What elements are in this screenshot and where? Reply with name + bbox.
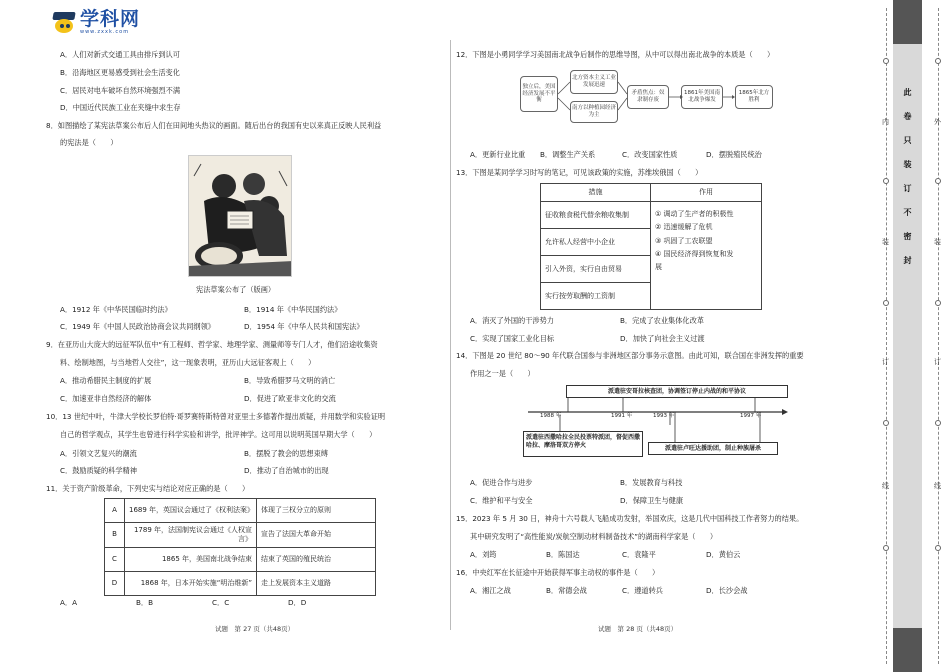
q14-stem-line1: 14．下图是 20 世纪 80～90 年代联合国参与非洲地区部分事务示意图。由此可知，联合国在非洲发挥的重要	[456, 351, 804, 360]
q7-option-b: B．沿海地区更易感受到社会生活变化	[60, 68, 180, 77]
table-header: 措施	[541, 184, 651, 202]
q16-option-a: A．湘江之战	[470, 586, 511, 595]
notice-char: 封	[903, 256, 912, 265]
q8-option-d: D．1954 年《中华人民共和国宪法》	[244, 322, 364, 331]
q13-effects-cell	[651, 202, 762, 310]
mind-map-node: 北方资本主义工业发展迅速	[570, 70, 618, 94]
notice-char: 密	[903, 232, 912, 241]
table-cell: 允许私人经营中小企业	[541, 229, 651, 256]
table-cell: 1689 年，英国议会通过了《权利法案》	[125, 499, 257, 523]
q13-option-b: B．完成了农业集体化改革	[620, 316, 704, 325]
q15-option-d: D．黄伯云	[706, 550, 741, 559]
q13-option-d: D．加快了向社会主义过渡	[620, 334, 705, 343]
q14-option-d: D．保障卫生与健康	[620, 496, 684, 505]
q15-option-c: C．袁隆平	[622, 550, 656, 559]
q11-option-d: D．D	[288, 598, 307, 607]
mind-map-arrows	[556, 70, 736, 125]
q8-stem-line2: 的宪法是（ ）	[60, 138, 118, 147]
q8-option-c: C．1949 年《中国人民政治协商会议共同纲领》	[60, 322, 215, 331]
binding-hole	[883, 545, 889, 551]
q15-option-a: A．刘筠	[470, 550, 497, 559]
q16-option-b: B．常德会战	[546, 586, 587, 595]
q14-option-c: C．维护和平与安全	[470, 496, 533, 505]
effect-item: ① 调动了生产者的积极性	[655, 210, 734, 218]
table-cell: 1789 年，法国制宪议会通过《人权宣言》	[125, 523, 257, 548]
mind-map-node: 矛盾焦点：奴隶制存废	[627, 85, 669, 109]
q14-option-b: B．发展教育与科技	[620, 478, 683, 487]
q16-stem: 16．中央红军在长征途中开始获得军事主动权的事件是（ ）	[456, 568, 660, 577]
inner-label: 装	[882, 238, 889, 246]
binding-hole	[935, 58, 941, 64]
q8-caption: 宪法草案公布了（版画）	[196, 285, 276, 294]
page-footer-left: 试题 第 27 页（共48页）	[215, 625, 295, 633]
binding-hole	[935, 420, 941, 426]
notice-char: 只	[903, 136, 912, 145]
binding-hole	[935, 300, 941, 306]
binding-hole	[883, 300, 889, 306]
q14-option-a: A．促进合作与进步	[470, 478, 533, 487]
binding-hole	[883, 178, 889, 184]
table-cell: 征收粮食税代替余粮收集制	[541, 202, 651, 229]
table-cell: A	[105, 499, 125, 523]
q15-stem-line2: 其中研究发明了“高性能炭/炭航空制动材料制备技术”的湖南科学家是（ ）	[470, 532, 718, 541]
q11-option-a: A．A	[60, 598, 78, 607]
q13-option-a: A．消灭了外国的干涉势力	[470, 316, 554, 325]
q8-option-b: B．1914 年《中华民国约法》	[244, 305, 342, 314]
q9-option-a: A．推动希腊民主制度的扩展	[60, 376, 152, 385]
notice-char: 订	[903, 184, 912, 193]
q13-option-c: C．实现了国家工业化目标	[470, 334, 555, 343]
effect-item: 展	[655, 263, 662, 272]
table-row	[105, 547, 376, 571]
timeline-box-bottom: 派遣驻卢旺达援助团，制止种族屠杀	[648, 442, 778, 455]
table-row	[105, 499, 376, 523]
timeline-year: 1997 年	[740, 413, 762, 419]
q16-option-d: D．长沙会战	[706, 586, 748, 595]
q12-stem: 12．下图是小勇同学学习美国南北战争后制作的思维导图，从中可以得出南北战争的本质是（ ）	[456, 50, 775, 59]
notice-char: 装	[903, 160, 912, 169]
q7-option-c: C．居民对电车破坏自然环境强烈不满	[60, 86, 181, 95]
notice-char: 不	[903, 208, 912, 217]
mind-map-node: 南方以种植园经济为主	[570, 101, 618, 123]
q7-option-a: A．人们对新式交通工具由排斥到认可	[60, 50, 180, 59]
q16-option-c: C．遵道转兵	[622, 586, 663, 595]
binding-hole	[883, 420, 889, 426]
q11-table	[104, 498, 376, 596]
q15-stem-line1: 15．2023 年 5 月 30 日，神舟十六号载人飞船成功发射，举国欢庆，这是几代中国科技工作者努力的结果。	[456, 514, 804, 523]
notice-char: 卷	[903, 112, 912, 121]
outer-binding-line	[938, 8, 939, 664]
q10-stem-line1: 10．13 世纪中叶，牛津大学校长罗伯特·哥罗赛特斯特曾对亚里士多德著作提出质疑，并用数学和实验证明	[46, 412, 386, 421]
notice-char: 此	[903, 88, 912, 97]
q7-option-d: D．中国近代民族工业在夹缝中求生存	[60, 103, 181, 112]
table-row	[105, 523, 376, 548]
q10-option-b: B．摆脱了教会的思想束缚	[244, 449, 328, 458]
q10-stem-line2: 自己的哲学观点，其学生也曾进行科学实验和讲学，批评神学。这可用以说明英国早期大学（ ）	[60, 430, 377, 439]
logo	[52, 10, 140, 35]
logo-url: www.zxxk.com	[80, 29, 130, 35]
effect-item: ③ 巩固了工农联盟	[655, 236, 713, 245]
woodcut-image	[188, 155, 292, 277]
binding-hole	[883, 58, 889, 64]
q9-option-d: D．促进了欧亚非文化的交流	[244, 394, 336, 403]
q8-stem-line1: 8．如图描绘了某宪法草案公布后人们在田间地头热议的画面。随后出台的我国有史以来真正反映人民利益	[46, 121, 382, 130]
effect-item: ④ 国民经济得到恢复和发	[655, 249, 734, 258]
q9-stem-line1: 9．在亚历山大庞大的远征军队伍中“有工程师、哲学家、地理学家、测量师等专门人才，他们沿途收集资	[46, 340, 378, 349]
q13-table	[540, 183, 762, 310]
inner-label: 订	[882, 358, 889, 366]
q11-option-b: B．B	[136, 598, 154, 607]
binding-hole	[935, 178, 941, 184]
outer-label: 装	[934, 238, 941, 246]
inner-binding-line	[886, 8, 887, 664]
q12-option-b: B．调整生产关系	[540, 150, 596, 159]
q9-option-c: C．加速亚非自然经济的解体	[60, 394, 152, 403]
outer-label: 订	[934, 358, 941, 366]
inner-label: 线	[882, 482, 889, 490]
timeline-year: 1988 年	[540, 413, 562, 419]
q10-option-c: C．鼓励质疑的科学精神	[60, 466, 137, 475]
timeline-year: 1991 年	[611, 413, 633, 419]
mind-map-node: 1865年北方胜利	[735, 85, 773, 109]
table-cell: 结束了英国的殖民统治	[257, 547, 376, 571]
timeline-box-top: 派遣驻安哥拉核查团，协调签订停止内战的和平协议	[566, 385, 788, 398]
table-cell: 引入外资，实行自由贸易	[541, 256, 651, 283]
table-cell: 走上发展资本主义道路	[257, 571, 376, 595]
q10-option-a: A．引领文艺复兴的潮流	[60, 449, 137, 458]
q13-stem: 13．下图是某同学学习时写的笔记，可见该政策的实施，苏维埃俄国（ ）	[456, 168, 703, 177]
page-footer-right: 试题 第 28 页（共48页）	[598, 625, 678, 633]
logo-icon	[52, 12, 76, 34]
effect-item: ② 迅速缓解了危机	[655, 223, 713, 232]
q11-option-c: C．C	[212, 598, 230, 607]
q12-option-a: A．更新行业比重	[470, 150, 526, 159]
q9-option-b: B．导致希腊罗马文明的消亡	[244, 376, 336, 385]
outer-label: 线	[934, 482, 941, 490]
q10-option-d: D．推动了自治城市的出现	[244, 466, 329, 475]
logo-text: 学科网	[80, 8, 141, 30]
binding-hole	[935, 545, 941, 551]
q12-option-c: C．改变国家性质	[622, 150, 678, 159]
q11-stem: 11．关于资产阶级革命，下列史实与结论对应正确的是（ ）	[46, 484, 250, 493]
table-header: 作用	[651, 184, 762, 202]
binding-strip-top	[893, 0, 922, 44]
mind-map-node: 1861年美国南北战争爆发	[681, 85, 723, 109]
column-divider	[450, 40, 451, 630]
timeline-year: 1993 年	[653, 413, 675, 419]
table-cell: C	[105, 547, 125, 571]
table-cell: D	[105, 571, 125, 595]
table-row	[105, 571, 376, 595]
table-row	[541, 184, 762, 202]
table-cell: B	[105, 523, 125, 548]
q8-option-a: A．1912 年《中华民国临时约法》	[60, 305, 172, 314]
mind-map-node: 独立后，美国经济发展不平衡	[520, 76, 558, 112]
table-cell: 1868 年，日本开始实施“明治维新”	[125, 571, 257, 595]
table-row	[541, 202, 762, 229]
q15-option-b: B．陈国达	[546, 550, 580, 559]
table-cell: 体现了三权分立的原则	[257, 499, 376, 523]
outer-label: 外	[934, 118, 941, 126]
q14-stem-line2: 作用之一是（ ）	[470, 369, 535, 378]
q12-option-d: D．摆脱殖民统治	[706, 150, 762, 159]
table-cell: 宣告了法国大革命开始	[257, 523, 376, 548]
binding-strip	[893, 0, 922, 672]
q9-stem-line2: 料、绘制地图，与当地哲人交往”，这一现象表明，亚历山大远征客观上（ ）	[60, 358, 316, 367]
inner-label: 内	[882, 118, 889, 126]
binding-strip-bottom	[893, 628, 922, 672]
table-cell: 1865 年，美国南北战争结束	[125, 547, 257, 571]
table-cell: 实行按劳取酬的工资制	[541, 283, 651, 310]
timeline-box-mid: 派遣驻西撒哈拉全民投票特派团，督促西撒哈拉、摩洛哥双方停火	[523, 431, 643, 457]
